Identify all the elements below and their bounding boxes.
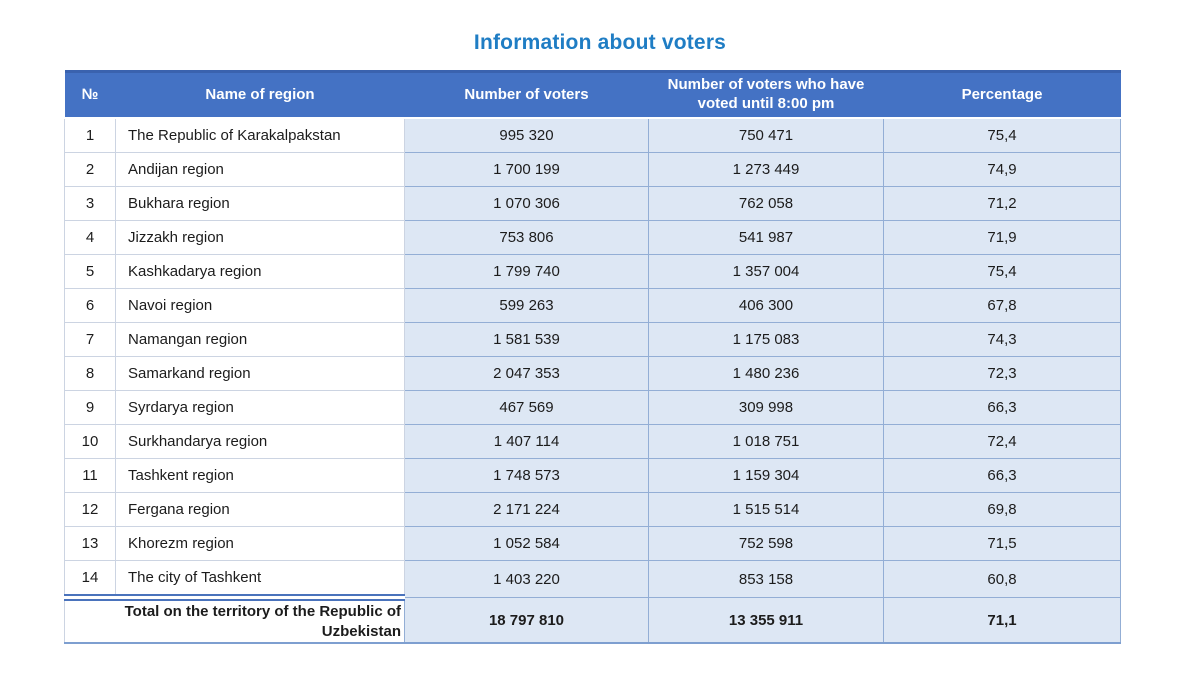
cell-voters: 753 806 [405, 221, 649, 255]
cell-voted: 853 158 [649, 561, 884, 598]
cell-voters: 1 581 539 [405, 323, 649, 357]
cell-row-number: 13 [65, 527, 116, 561]
table-row [65, 187, 1121, 221]
column-header-number: № [65, 72, 116, 119]
cell-voted: 752 598 [649, 527, 884, 561]
cell-voted: 750 471 [649, 118, 884, 153]
table-body [65, 118, 1121, 598]
cell-voted: 309 998 [649, 391, 884, 425]
cell-region-name: Tashkent region [116, 459, 405, 493]
cell-voters: 1 070 306 [405, 187, 649, 221]
cell-voted: 762 058 [649, 187, 884, 221]
cell-percentage: 75,4 [884, 255, 1121, 289]
column-header-region: Name of region [116, 72, 405, 119]
cell-row-number: 7 [65, 323, 116, 357]
cell-region-name: The city of Tashkent [116, 561, 405, 598]
total-row [65, 598, 1121, 644]
cell-percentage: 69,8 [884, 493, 1121, 527]
cell-region-name: Andijan region [116, 153, 405, 187]
total-voted: 13 355 911 [649, 598, 884, 644]
cell-voters: 1 700 199 [405, 153, 649, 187]
cell-percentage: 71,5 [884, 527, 1121, 561]
cell-voted: 1 357 004 [649, 255, 884, 289]
table-row [65, 561, 1121, 598]
cell-region-name: Bukhara region [116, 187, 405, 221]
table-row [65, 323, 1121, 357]
table-row [65, 255, 1121, 289]
voters-table [64, 70, 1121, 644]
cell-row-number: 3 [65, 187, 116, 221]
cell-voters: 1 748 573 [405, 459, 649, 493]
table-row [65, 289, 1121, 323]
cell-voted: 406 300 [649, 289, 884, 323]
cell-row-number: 11 [65, 459, 116, 493]
cell-voters: 599 263 [405, 289, 649, 323]
cell-region-name: Fergana region [116, 493, 405, 527]
table-row [65, 391, 1121, 425]
cell-voted: 1 480 236 [649, 357, 884, 391]
cell-voted: 1 018 751 [649, 425, 884, 459]
cell-row-number: 1 [65, 118, 116, 153]
total-label: Total on the territory of the Republic of Uzbekistan [65, 598, 405, 644]
cell-percentage: 67,8 [884, 289, 1121, 323]
cell-voters: 995 320 [405, 118, 649, 153]
total-percentage: 71,1 [884, 598, 1121, 644]
cell-region-name: Surkhandarya region [116, 425, 405, 459]
table-row [65, 357, 1121, 391]
cell-row-number: 5 [65, 255, 116, 289]
cell-percentage: 72,3 [884, 357, 1121, 391]
cell-region-name: Khorezm region [116, 527, 405, 561]
column-header-voted: Number of voters who have voted until 8:00 pm [649, 72, 884, 119]
table-row [65, 425, 1121, 459]
table-row [65, 221, 1121, 255]
total-voters: 18 797 810 [405, 598, 649, 644]
cell-row-number: 2 [65, 153, 116, 187]
cell-percentage: 71,2 [884, 187, 1121, 221]
cell-voters: 2 171 224 [405, 493, 649, 527]
cell-region-name: Jizzakh region [116, 221, 405, 255]
page-title: Information about voters [473, 31, 727, 54]
cell-row-number: 8 [65, 357, 116, 391]
table-row [65, 118, 1121, 153]
cell-percentage: 74,3 [884, 323, 1121, 357]
cell-voters: 1 799 740 [405, 255, 649, 289]
table-row [65, 493, 1121, 527]
column-header-percentage: Percentage [884, 72, 1121, 119]
cell-voted: 1 159 304 [649, 459, 884, 493]
cell-percentage: 66,3 [884, 459, 1121, 493]
cell-voters: 1 407 114 [405, 425, 649, 459]
cell-percentage: 66,3 [884, 391, 1121, 425]
cell-percentage: 60,8 [884, 561, 1121, 598]
cell-voters: 2 047 353 [405, 357, 649, 391]
cell-region-name: Kashkadarya region [116, 255, 405, 289]
cell-percentage: 71,9 [884, 221, 1121, 255]
table-footer [65, 598, 1121, 644]
cell-percentage: 74,9 [884, 153, 1121, 187]
cell-row-number: 6 [65, 289, 116, 323]
cell-row-number: 9 [65, 391, 116, 425]
table-row [65, 459, 1121, 493]
cell-voters: 1 052 584 [405, 527, 649, 561]
cell-row-number: 10 [65, 425, 116, 459]
cell-region-name: Samarkand region [116, 357, 405, 391]
cell-voted: 1 273 449 [649, 153, 884, 187]
cell-row-number: 14 [65, 561, 116, 598]
cell-voted: 541 987 [649, 221, 884, 255]
table-row [65, 153, 1121, 187]
table-row [65, 527, 1121, 561]
cell-percentage: 75,4 [884, 118, 1121, 153]
cell-voted: 1 515 514 [649, 493, 884, 527]
cell-row-number: 4 [65, 221, 116, 255]
cell-voted: 1 175 083 [649, 323, 884, 357]
cell-region-name: Syrdarya region [116, 391, 405, 425]
cell-voters: 1 403 220 [405, 561, 649, 598]
cell-voters: 467 569 [405, 391, 649, 425]
header-row [65, 72, 1121, 119]
table-header [65, 72, 1121, 119]
cell-row-number: 12 [65, 493, 116, 527]
column-header-voters: Number of voters [405, 72, 649, 119]
cell-region-name: Namangan region [116, 323, 405, 357]
cell-region-name: The Republic of Karakalpakstan [116, 118, 405, 153]
cell-percentage: 72,4 [884, 425, 1121, 459]
cell-region-name: Navoi region [116, 289, 405, 323]
